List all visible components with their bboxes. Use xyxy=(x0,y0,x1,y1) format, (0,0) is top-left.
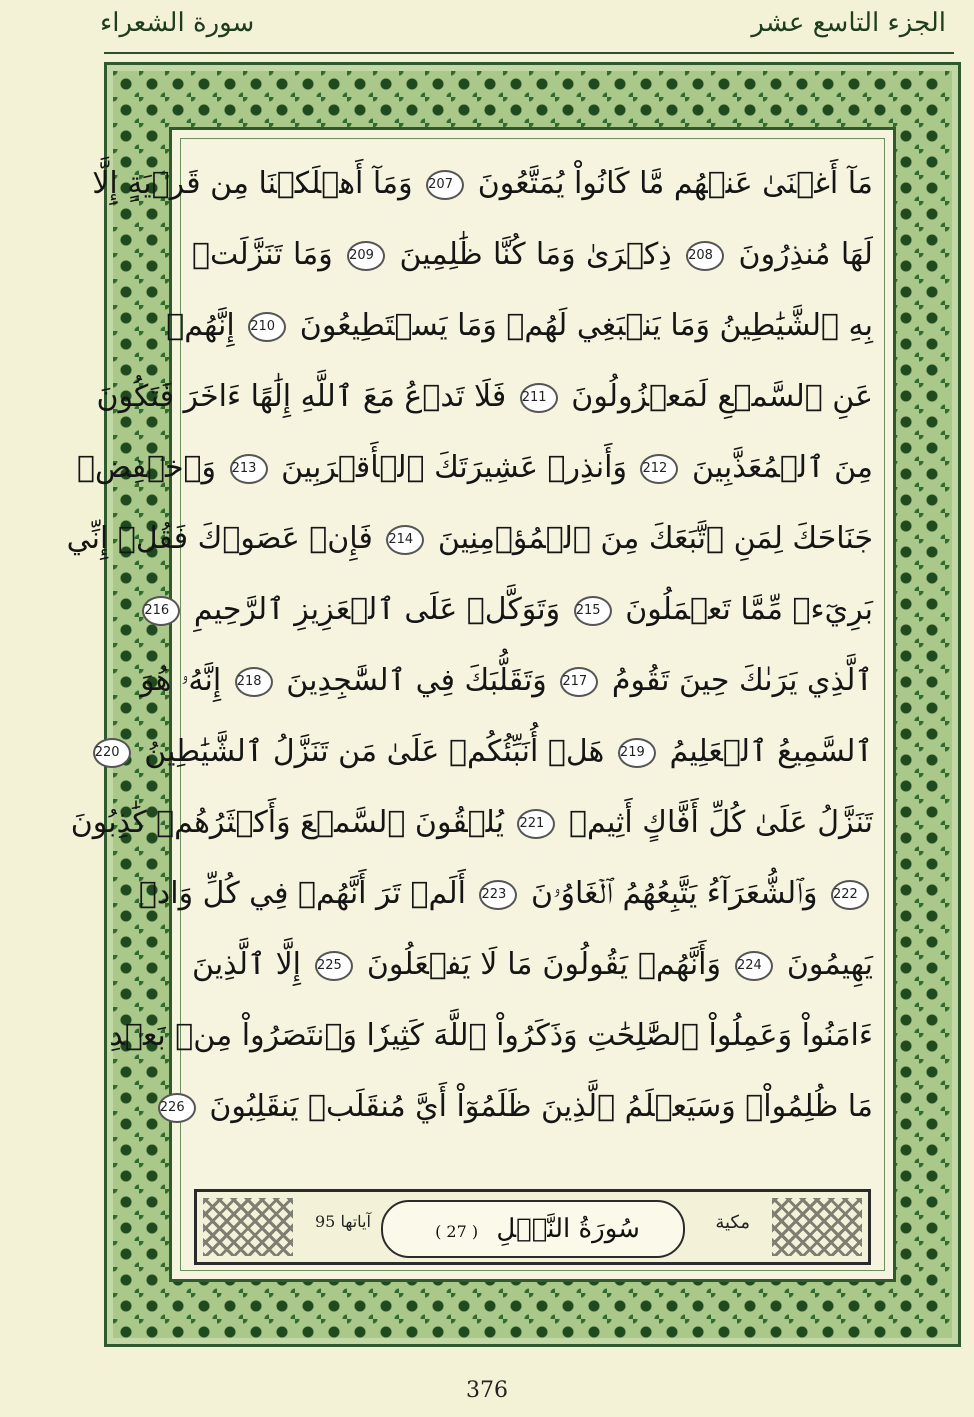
header-rule xyxy=(104,52,954,54)
ayah-number-marker: 208 xyxy=(686,241,724,271)
sura-type: مكية xyxy=(715,1212,750,1233)
verse-fragment: إِلَّا ٱلَّذِينَ xyxy=(192,947,302,982)
verse-fragment: أَلَمۡ تَرَ أَنَّهُمۡ فِي كُلِّ وَادٖ xyxy=(138,876,466,911)
ayah-number-marker: 213 xyxy=(230,454,268,484)
banner-ornament-right xyxy=(772,1198,862,1256)
verse-fragment: ٱلسَّمِيعُ ٱلۡعَلِيمُ xyxy=(669,734,873,769)
ayah-number-marker: 211 xyxy=(520,383,558,413)
sura-number: ( 27 ) xyxy=(435,1222,479,1241)
verse-fragment: لَهَا مُنذِرُونَ xyxy=(738,237,873,272)
ayah-number-marker: 226 xyxy=(158,1093,196,1123)
ayah-number-marker: 215 xyxy=(574,596,612,626)
verse-fragment: وَأَنَّهُمۡ يَقُولُونَ مَا لَا يَفۡعَلُونَ xyxy=(366,947,722,982)
sura-title-cartouche xyxy=(381,1200,685,1258)
ayah-number-marker: 222 xyxy=(831,880,869,910)
ayah-number-marker: 217 xyxy=(560,667,598,697)
ayah-number-marker: 223 xyxy=(479,880,517,910)
ayat-count: 95 xyxy=(315,1212,336,1231)
text-panel xyxy=(66,127,896,1282)
verse-text xyxy=(66,148,873,1142)
verse-line xyxy=(77,432,873,503)
verse-fragment: إِنَّهُۥ هُوَ xyxy=(140,663,222,698)
verse-fragment: وَمَا تَنَزَّلَتۡ xyxy=(192,237,333,272)
juz-header: الجزء التاسع عشر xyxy=(751,8,946,38)
verse-fragment: يُلۡقُونَ ٱلسَّمۡعَ وَأَكۡثَرُهُمۡ كَٰذِبُونَ xyxy=(70,805,504,840)
verse-fragment: بِهِ ٱلشَّيَٰطِينُ وَمَا يَنۢبَغِي لَهُمۡ وَمَا يَسۡتَطِيعُونَ xyxy=(299,308,873,343)
banner-ornament-left xyxy=(203,1198,293,1256)
verse-fragment: يَهِيمُونَ xyxy=(786,947,873,982)
verse-fragment: ءَامَنُواْ وَعَمِلُواْ ٱلصَّٰلِحَٰتِ وَذَكَرُواْ ٱللَّهَ كَثِيرٗا وَٱنتَصَرُواْ مِنۢ بَعۡدِ xyxy=(109,1018,873,1053)
ayat-count-label xyxy=(315,1212,371,1231)
ayah-number-marker: 220 xyxy=(93,738,131,768)
sura-banner xyxy=(194,1189,871,1265)
verse-fragment: وَمَآ أَهۡلَكۡنَا مِن قَرۡيَةٍ إِلَّا xyxy=(92,166,413,201)
ornamental-frame xyxy=(66,62,961,1347)
page-number: 376 xyxy=(466,1378,508,1403)
verse-fragment: مِنَ ٱلۡمُعَذَّبِينَ xyxy=(692,450,873,485)
verse-fragment: تَنَزَّلُ عَلَىٰ كُلِّ أَفَّاكٍ أَثِيمٖ xyxy=(569,805,873,840)
sura-header: سورة الشعراء xyxy=(100,8,255,38)
verse-line xyxy=(92,148,873,219)
verse-fragment: وَتَوَكَّلۡ عَلَى ٱلۡعَزِيزِ ٱلرَّحِيمِ xyxy=(193,592,561,627)
verse-line xyxy=(109,1000,873,1071)
verse-fragment: مَآ أَغۡنَىٰ عَنۡهُم مَّا كَانُواْ يُمَتَّعُونَ xyxy=(477,166,873,201)
verse-line xyxy=(166,290,873,361)
verse-line xyxy=(159,1071,873,1142)
verse-fragment: وَٱلشُّعَرَآءُ يَتَّبِعُهُمُ ٱلۡغَاوُۥنَ xyxy=(531,876,818,911)
ayah-number-marker: 212 xyxy=(640,454,678,484)
ayah-number-marker: 209 xyxy=(347,241,385,271)
verse-line xyxy=(140,645,873,716)
ayah-number-marker: 207 xyxy=(426,170,464,200)
ayah-number-marker: 219 xyxy=(618,738,656,768)
verse-fragment: وَأَنذِرۡ عَشِيرَتَكَ ٱلۡأَقۡرَبِينَ xyxy=(281,450,627,485)
verse-line xyxy=(192,219,873,290)
verse-line xyxy=(192,929,873,1000)
verse-fragment: فَلَا تَدۡعُ مَعَ ٱللَّهِ إِلَٰهًا ءَاخَرَ فَتَكُونَ xyxy=(96,379,507,414)
ayat-label: آياتها xyxy=(340,1212,371,1231)
ayah-number-marker: 216 xyxy=(142,596,180,626)
verse-fragment: جَنَاحَكَ لِمَنِ ٱتَّبَعَكَ مِنَ ٱلۡمُؤۡمِنِينَ xyxy=(437,521,873,556)
verse-fragment: ذِكۡرَىٰ وَمَا كُنَّا ظَٰلِمِينَ xyxy=(399,237,672,272)
verse-line xyxy=(94,716,873,787)
verse-fragment: فَإِنۡ عَصَوۡكَ فَقُلۡ إِنِّي xyxy=(66,521,373,556)
verse-line xyxy=(96,361,873,432)
verse-fragment: إِنَّهُمۡ xyxy=(166,308,235,343)
verse-fragment: مَا ظُلِمُواْۗ وَسَيَعۡلَمُ ٱلَّذِينَ ظَلَمُوٓاْ أَيَّ مُنقَلَبٖ يَنقَلِبُونَ xyxy=(209,1089,873,1124)
verse-line xyxy=(144,574,873,645)
ayah-number-marker: 210 xyxy=(248,312,286,342)
verse-fragment: عَنِ ٱلسَّمۡعِ لَمَعۡزُولُونَ xyxy=(571,379,873,414)
verse-fragment: ٱلَّذِي يَرَىٰكَ حِينَ تَقُومُ xyxy=(611,663,873,698)
verse-line xyxy=(66,503,873,574)
ayah-number-marker: 218 xyxy=(235,667,273,697)
ayah-number-marker: 224 xyxy=(735,951,773,981)
verse-fragment: وَتَقَلُّبَكَ فِي ٱلسَّٰجِدِينَ xyxy=(286,663,547,698)
verse-line xyxy=(70,787,873,858)
verse-fragment: هَلۡ أُنَبِّئُكُمۡ عَلَىٰ مَن تَنَزَّلُ ٱلشَّيَٰطِينُ xyxy=(144,734,605,769)
verse-fragment: بَرِيٓءٞ مِّمَّا تَعۡمَلُونَ xyxy=(625,592,873,627)
verse-fragment: وَٱخۡفِضۡ xyxy=(77,450,217,485)
sura-title: سُورَةُ النَّمۡلِ xyxy=(496,1214,640,1244)
verse-line xyxy=(138,858,873,929)
ayah-number-marker: 221 xyxy=(517,809,555,839)
ayah-number-marker: 214 xyxy=(386,525,424,555)
ayah-number-marker: 225 xyxy=(315,951,353,981)
